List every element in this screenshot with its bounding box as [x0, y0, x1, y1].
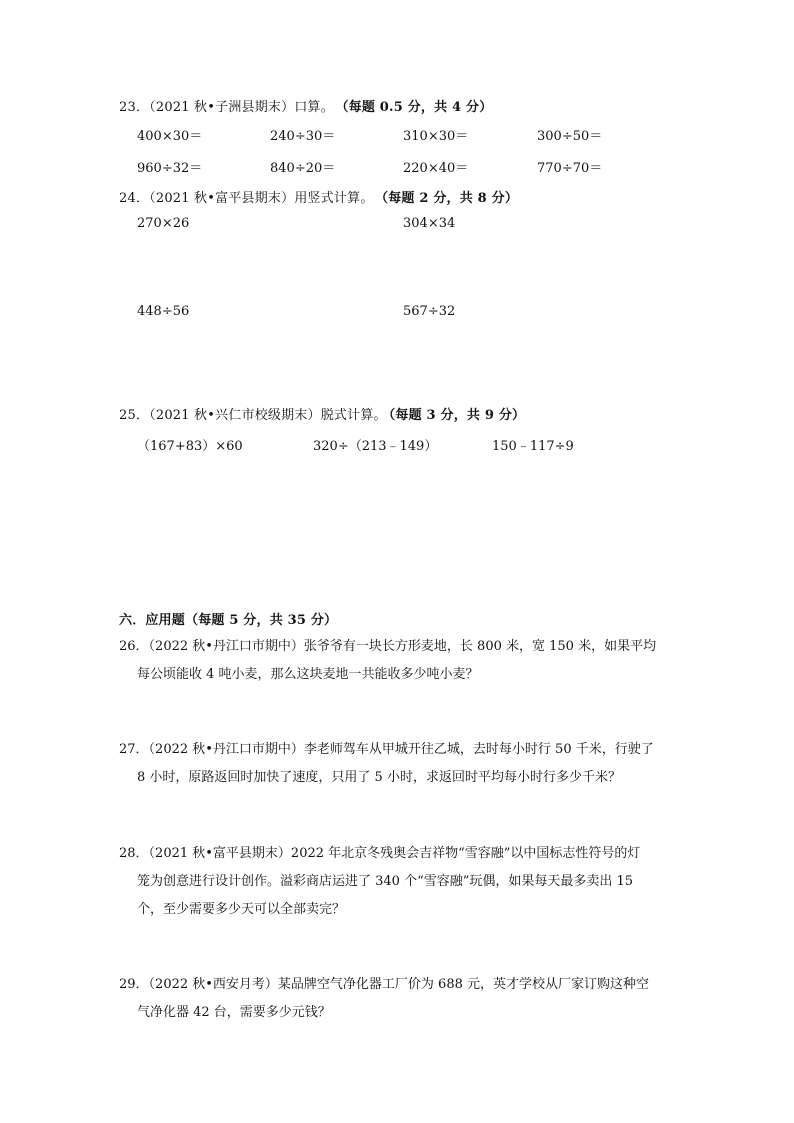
- q27-line-2: 8 小时，原路返回时加快了速度，只用了 5 小时，求返回时平均每小时行多少千米？: [137, 770, 621, 785]
- q23-item-7: 220×40＝: [403, 161, 469, 176]
- q28-line-1: 28．（2021 秋•富平县期末）2022 年北京冬残奥会吉祥物“雪容融”以中国标志性符号的灯: [119, 846, 641, 861]
- q27-line-1: 27．（2022 秋•丹江口市期中）李老师驾车从甲城开往乙城，去时每小时行 50 千米，行驶了: [119, 742, 654, 757]
- q29-line-1: 29．（2022 秋•西安月考）某品牌空气净化器工厂价为 688 元，英才学校从厂家订购这种空: [119, 977, 650, 992]
- q28-line-3: 个，至少需要多少天可以全部卖完？: [137, 902, 346, 917]
- q23-item-3: 310×30＝: [403, 129, 469, 144]
- q25-heading: [119, 404, 525, 423]
- q26-line-1: 26．（2022 秋•丹江口市期中）张爷爷有一块长方形麦地，长 800 米，宽 150 米，如果平均: [119, 639, 657, 654]
- q24-item-2: 304×34: [403, 216, 456, 231]
- section-6-title: 六．应用题（每题 5 分，共 35 分）: [119, 613, 338, 628]
- q24-title: 24．（2021 秋•富平县期末）用竖式计算。: [119, 191, 374, 206]
- q26-line-2: 每公顷能收 4 吨小麦，那么这块麦地一共能收多少吨小麦？: [137, 667, 479, 682]
- q29-line-2: 气净化器 42 台，需要多少元钱？: [137, 1005, 331, 1020]
- q23-item-4: 300÷50＝: [537, 129, 603, 144]
- q24-item-4: 567÷32: [403, 304, 456, 319]
- q24-item-1: 270×26: [137, 216, 190, 231]
- q25-score: （每题 3 分，共 9 分）: [388, 408, 526, 423]
- q23-item-8: 770÷70＝: [537, 161, 603, 176]
- q25-title: 25．（2021 秋•兴仁市校级期末）脱式计算。: [119, 408, 387, 423]
- q23-item-1: 400×30＝: [137, 129, 203, 144]
- q23-score: （每题 0.5 分，共 4 分）: [341, 100, 493, 115]
- q24-item-3: 448÷56: [137, 304, 190, 319]
- q25-item-3: 150﹣117÷9: [492, 439, 574, 454]
- q23-item-5: 960÷32＝: [137, 161, 203, 176]
- q24-heading: [119, 187, 518, 206]
- q23-item-6: 840÷20＝: [270, 161, 336, 176]
- q25-item-1: （167+83）×60: [137, 439, 243, 454]
- q24-score: （每题 2 分，共 8 分）: [381, 191, 519, 206]
- q23-heading: [119, 96, 492, 115]
- q28-line-2: 笼为创意进行设计创作。溢彩商店运进了 340 个“雪容融”玩偶，如果每天最多卖出 15: [137, 874, 634, 889]
- q23-title: 23．（2021 秋•子洲县期末）口算。: [119, 100, 334, 115]
- q25-item-2: 320÷（213﹣149）: [313, 439, 438, 454]
- q23-item-2: 240÷30＝: [270, 129, 336, 144]
